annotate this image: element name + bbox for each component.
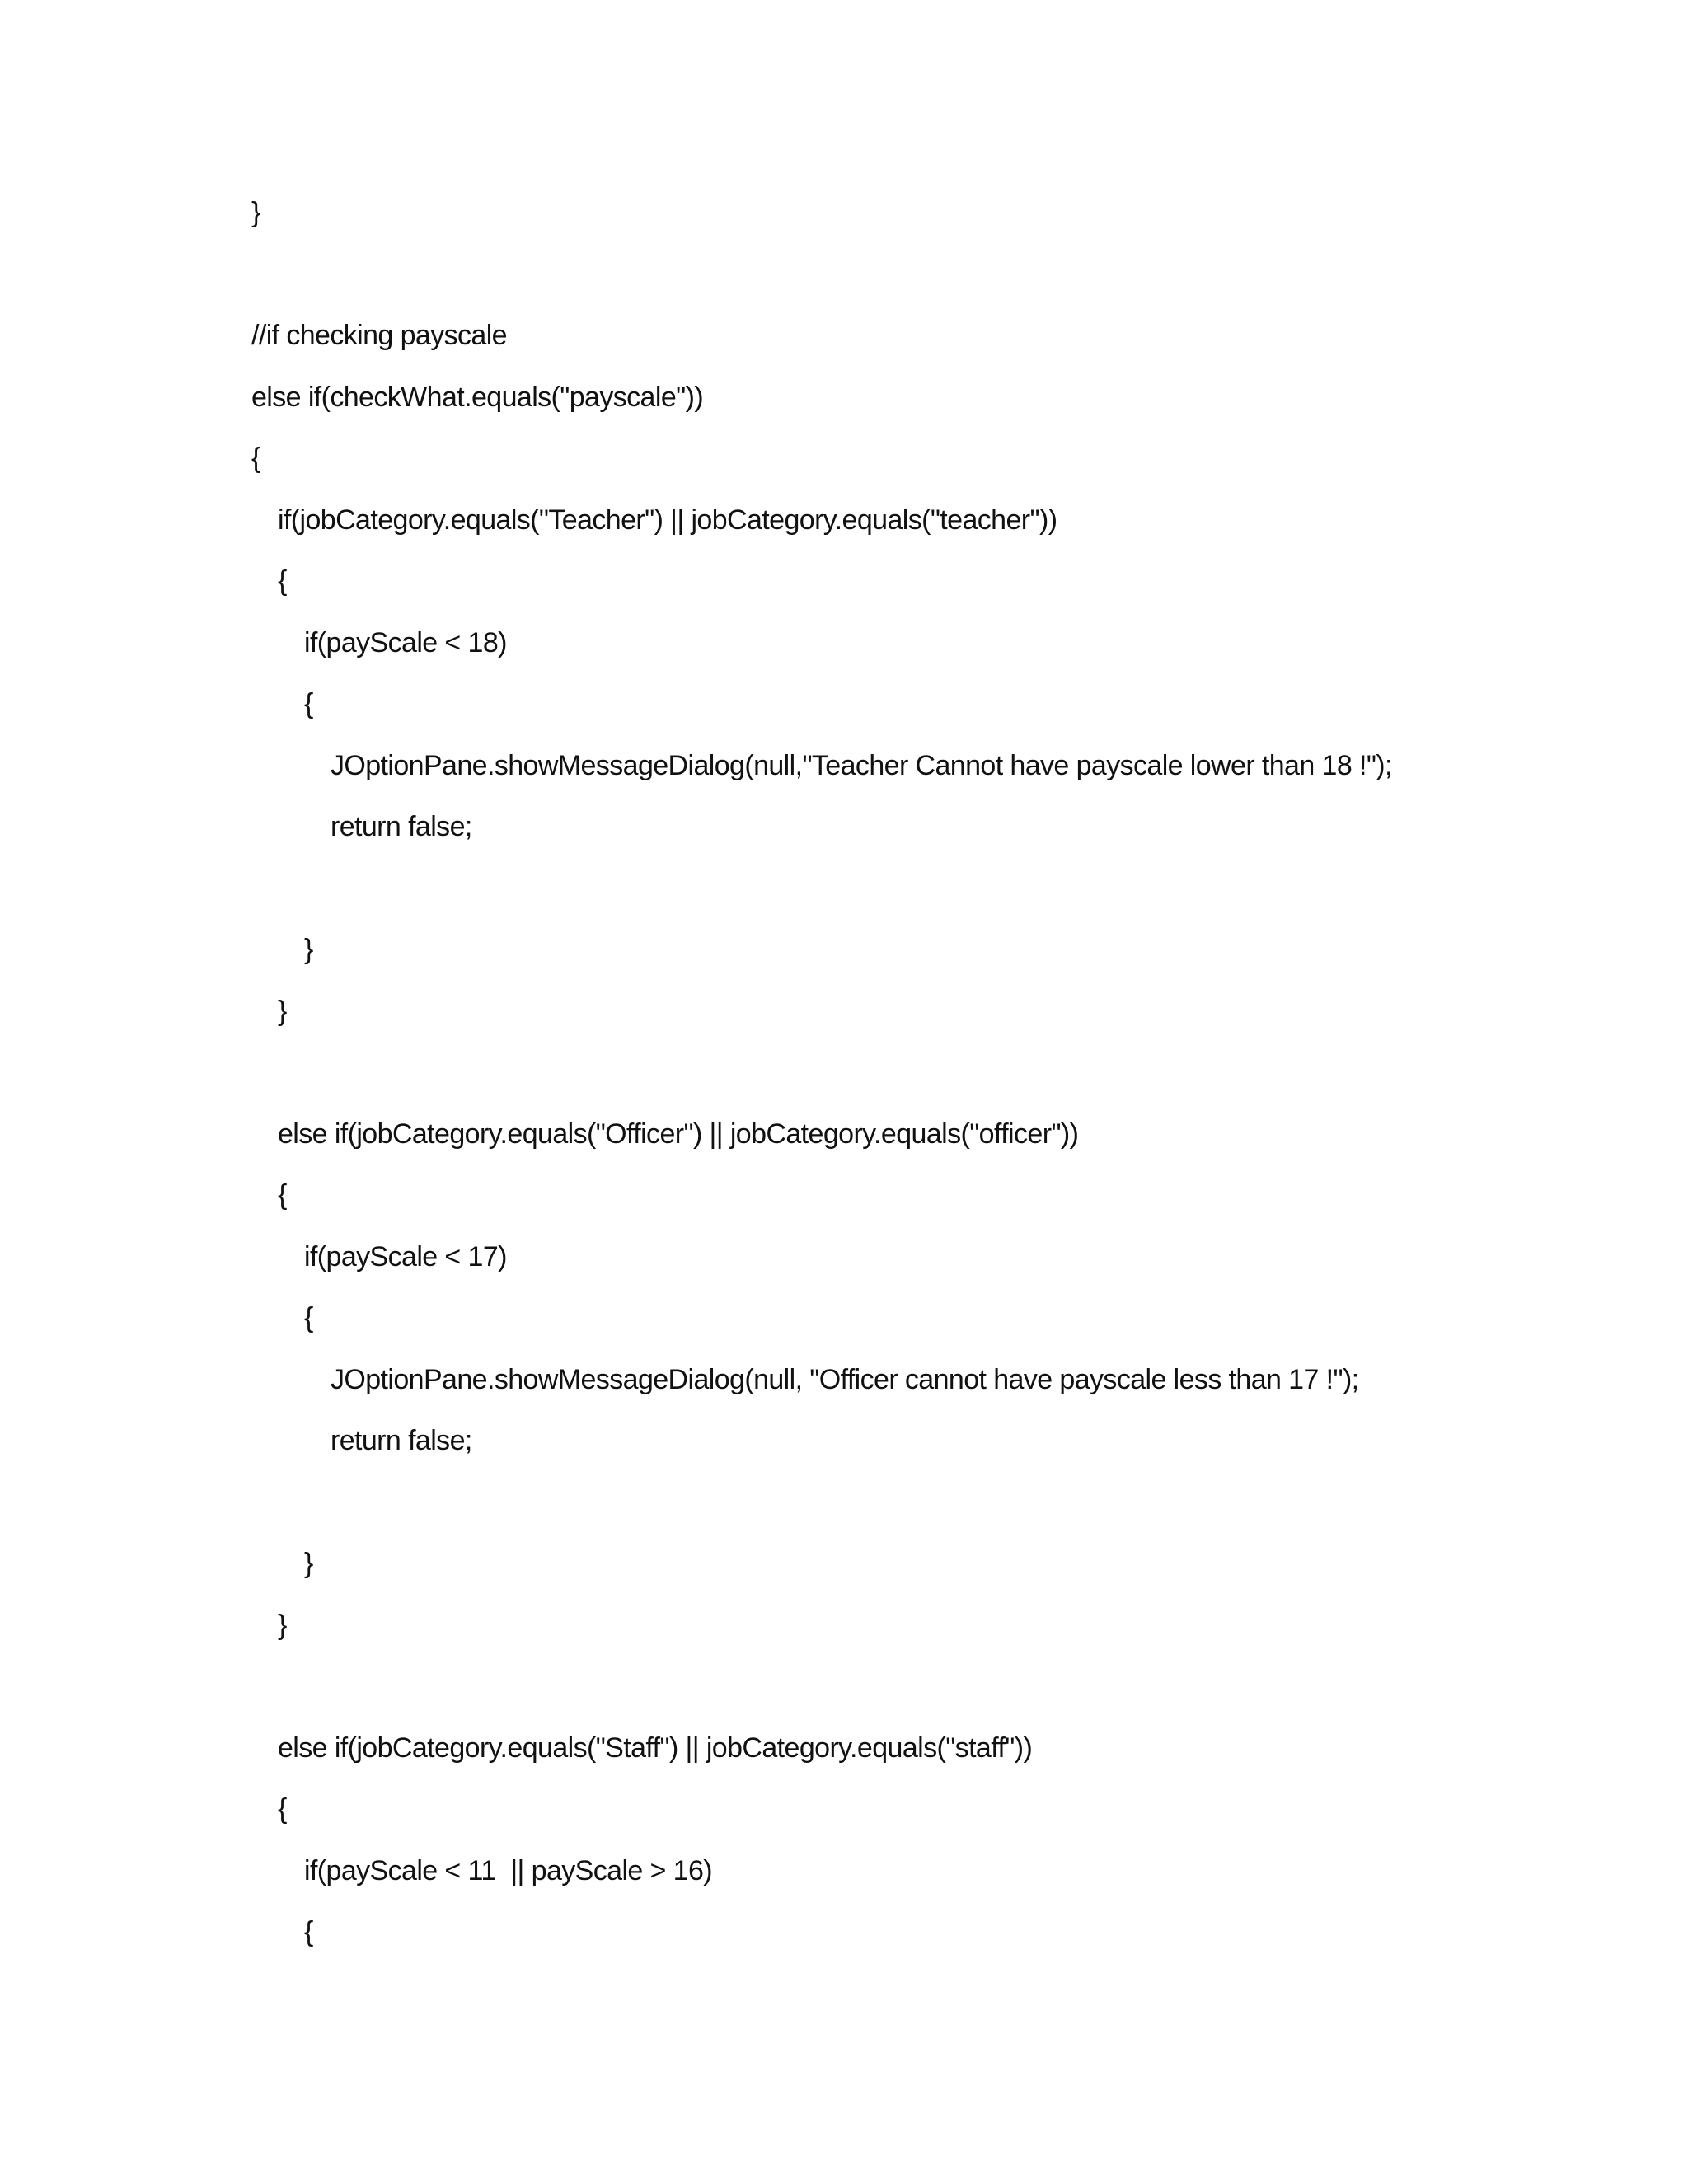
code-line: //if checking payscale [251,320,507,351]
code-line: { [278,1179,287,1211]
code-line: return false; [331,811,472,842]
code-line: else if(jobCategory.equals("Staff") || jobCategory.equals("staff")) [278,1732,1033,1764]
code-line: { [251,443,260,474]
code-line: } [278,1610,287,1641]
code-line: } [304,1548,313,1579]
code-line: { [304,688,313,719]
code-line: if(jobCategory.equals("Teacher") || jobCategory.equals("teacher")) [278,504,1057,536]
code-line: if(payScale < 18) [304,627,507,658]
code-line: else if(checkWhat.equals("payscale")) [251,382,704,413]
code-line: } [304,934,313,965]
code-line: JOptionPane.showMessageDialog(null,"Teacher Cannot have payscale lower than 18 !"); [331,750,1392,781]
code-line: if(payScale < 11 || payScale > 16) [304,1855,712,1886]
code-line: } [278,996,287,1027]
code-line: { [278,1793,287,1825]
code-line: { [278,565,287,597]
code-line: if(payScale < 17) [304,1241,507,1272]
code-line: } [251,197,260,228]
code-line: else if(jobCategory.equals("Officer") || jobCategory.equals("officer")) [278,1118,1079,1150]
code-line: JOptionPane.showMessageDialog(null, "Officer cannot have payscale less than 17 !"); [331,1364,1359,1395]
code-line: { [304,1916,313,1947]
code-line: { [304,1302,313,1333]
code-line: return false; [331,1425,472,1456]
